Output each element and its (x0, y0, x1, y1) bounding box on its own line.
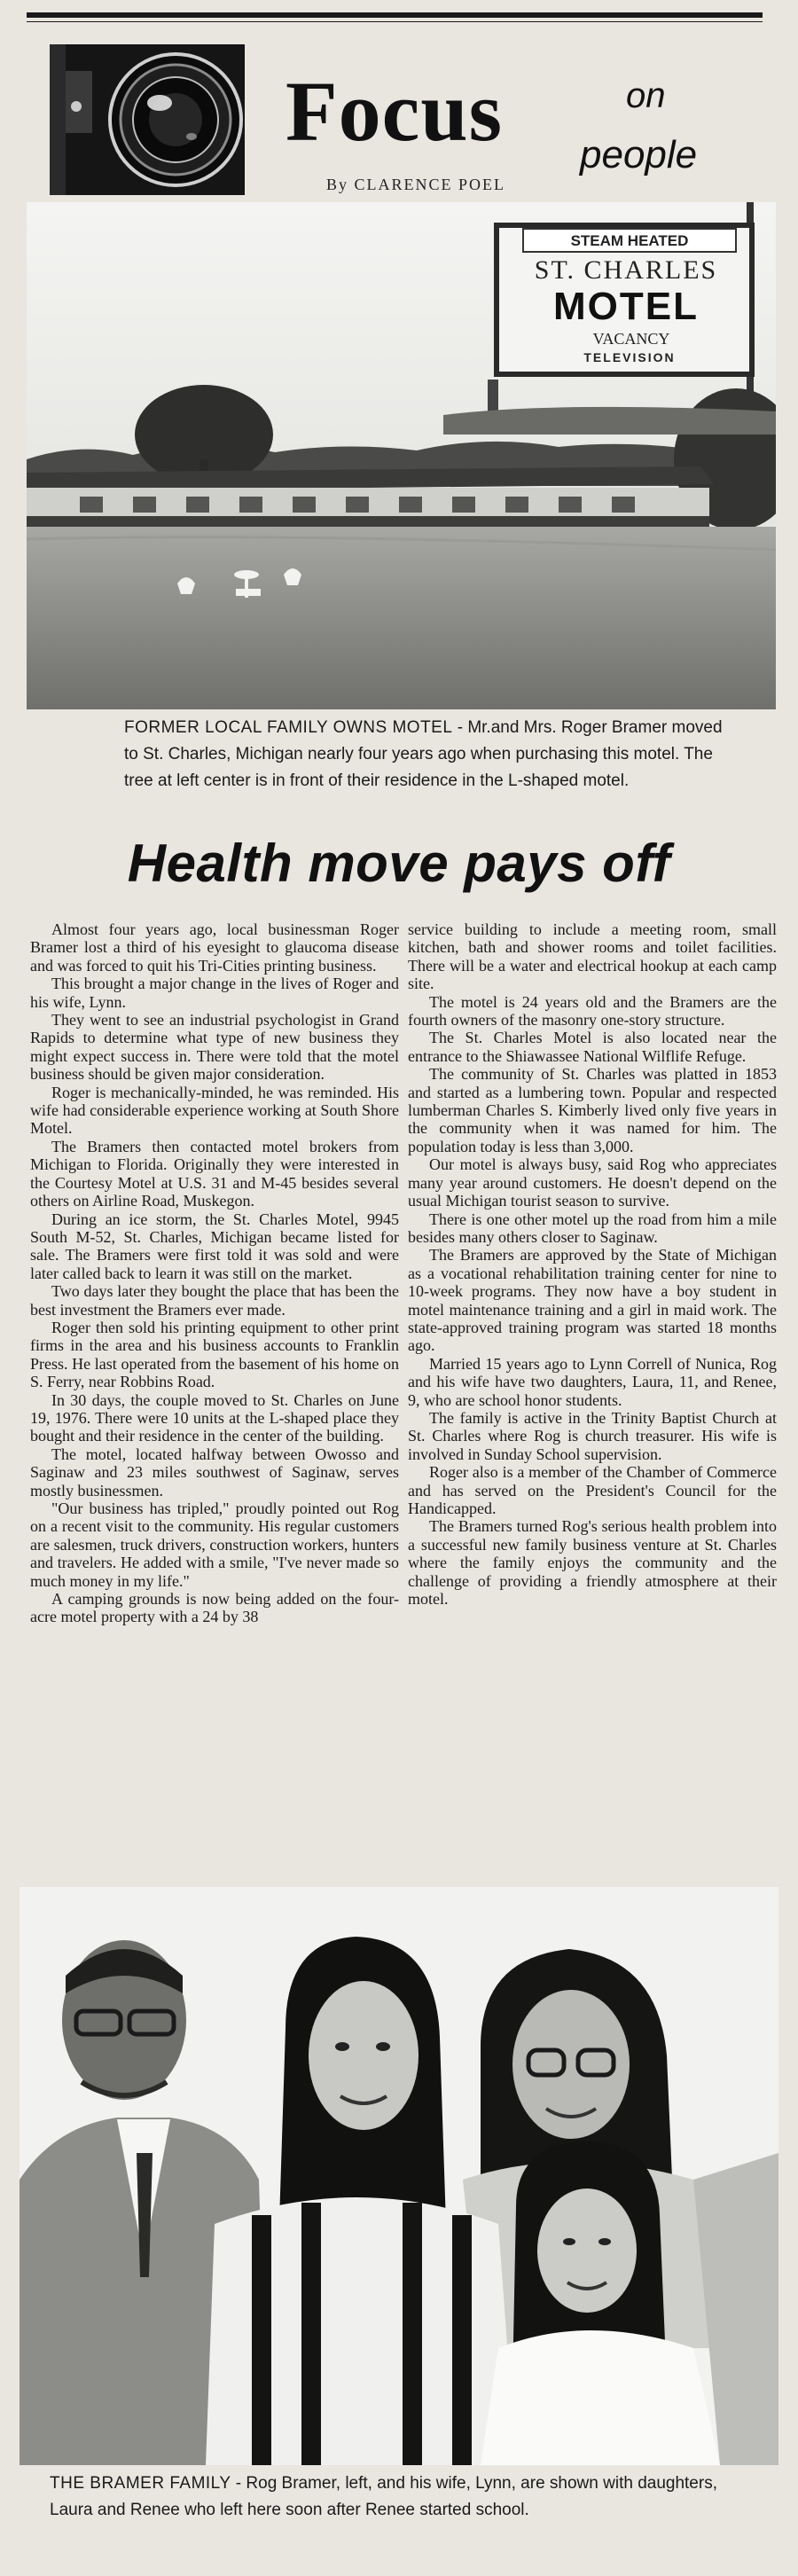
paragraph: Roger is mechanically-minded, he was reminded. His wife had considerable experience working at South Shore Motel. (30, 1083, 399, 1138)
motel-photo-caption (124, 715, 727, 795)
paragraph: In 30 days, the couple moved to St. Charles on June 19, 1976. There were 10 units at the L-shaped place they bought and their residence in the center of the building. (30, 1390, 399, 1445)
motel-caption-lead: FORMER LOCAL FAMILY OWNS MOTEL (124, 718, 453, 737)
family-photo-caption (50, 2470, 759, 2524)
paragraph: The motel, located halfway between Owosso and Saginaw and 23 miles southwest of Saginaw, serves mostly businessmen. (30, 1445, 399, 1499)
top-rule-thin (27, 21, 763, 22)
paragraph: The Bramers turned Rog's serious health problem into a successful new family business venture at St. Charles where the family enjoys the community and the challenge of providing a friendly atmosphere at their motel. (408, 1517, 777, 1609)
sign-motel: MOTEL (553, 285, 699, 328)
article-column-left (30, 920, 399, 1626)
paragraph: service building to include a meeting room, small kitchen, bath and shower rooms and toilet facilities. There will be a water and electrical hookup at each camp site. (408, 920, 777, 993)
paragraph: During an ice storm, the St. Charles Motel, 9945 South M-52, St. Charles, Michigan became listed for sale. The Bramers were first told it was sold and were later called back to learn it was still on the market. (30, 1210, 399, 1282)
paragraph: The Bramers are approved by the State of Michigan as a vocational rehabilitation training center for nine to 10-week programs. They now have a boy student in motel maintenance training and a girl in maid work. The state-approved training program was started 18 months ago. (408, 1246, 777, 1355)
sign-steam-heated: STEAM HEATED (570, 232, 689, 249)
top-rule (27, 12, 763, 18)
paragraph: The St. Charles Motel is also located near the entrance to the Shiawassee National Wilflife Refuge. (408, 1029, 777, 1065)
paragraph: Roger also is a member of the Chamber of Commerce and has served on the President's Council for the Handicapped. (408, 1463, 777, 1517)
sign-st-charles: ST. CHARLES (534, 255, 718, 285)
motel-photo (27, 202, 776, 709)
paragraph: Two days later they bought the place that has been the best investment the Bramers ever made. (30, 1282, 399, 1319)
family-caption-lead: THE BRAMER FAMILY (50, 2474, 231, 2493)
sign-vacancy: VACANCY (592, 330, 670, 348)
paragraph: There is one other motel up the road from him a mile besides many others closer to Saginaw. (408, 1210, 777, 1246)
paragraph: This brought a major change in the lives of Roger and his wife, Lynn. (30, 975, 399, 1011)
on-word: on (626, 76, 666, 115)
byline: By CLARENCE POEL (326, 176, 506, 193)
paragraph: They went to see an industrial psychologist in Grand Rapids to determine what type of new business they might expect success in. There were told that the motel business should be given major consideration. (30, 1011, 399, 1084)
paragraph: Married 15 years ago to Lynn Correll of Nunica, Rog and his wife have two daughters, Laura, 11, and Renee, 9, who are school honor students. (408, 1354, 777, 1409)
article-column-right (408, 920, 777, 1608)
paragraph: A camping grounds is now being added on the four-acre motel property with a 24 by 38 (30, 1590, 399, 1626)
paragraph: Almost four years ago, local businessman Roger Bramer lost a third of his eyesight to glaucoma disease and was forced to quit his Tri-Cities printing business. (30, 920, 399, 975)
article-headline: Health move pays off (127, 834, 671, 893)
paragraph: The family is active in the Trinity Baptist Church at St. Charles where Rog is church treasurer. His wife is involved in Sunday School supervision. (408, 1408, 777, 1463)
sign-television: TELEVISION (583, 350, 676, 364)
paragraph: "Our business has tripled," proudly pointed out Rog on a recent visit to the community. His regular customers are salesmen, truck drivers, construction workers, hunters and travelers. He added with a smile, "I've never made so much money in my life." (30, 1499, 399, 1590)
paragraph: Our motel is always busy, said Rog who appreciates many year around customers. He doesn't depend on the usual Michigan tourist season to survive. (408, 1155, 777, 1210)
family-photo (20, 1887, 778, 2465)
camera-lens-icon (50, 44, 245, 195)
focus-title: Focus (286, 64, 503, 159)
paragraph: The community of St. Charles was platted in 1853 and started as a lumbering town. Popular and respected lumberman Charles S. Kimberly lived only five years in the community when it was named for him. The population today is less than 3,000. (408, 1065, 777, 1155)
family-caption-text: - Rog Bramer, left, and his wife, Lynn, are shown with daughters, Laura and Renee who left here soon after Renee started school. (50, 2474, 717, 2519)
paragraph: The Bramers then contacted motel brokers from Michigan to Florida. Originally they were interested in the Courtesy Motel at U.S. 31 and M-45 besides several others on Airline Road, Muskegon. (30, 1137, 399, 1210)
people-word: people (580, 133, 698, 176)
motel-caption-text: - Mr.and Mrs. Roger Bramer moved to St. Charles, Michigan nearly four years ago when purchasing this motel. The tree at left center is in front of their residence in the L-shaped motel. (124, 718, 723, 790)
paragraph: The motel is 24 years old and the Bramers are the fourth owners of the masonry one-story structure. (408, 992, 777, 1030)
paragraph: Roger then sold his printing equipment to other print firms in the area and his business accounts to Franklin Press. He last operated from the basement of his home on S. Ferry, near Robbins Road. (30, 1318, 399, 1391)
